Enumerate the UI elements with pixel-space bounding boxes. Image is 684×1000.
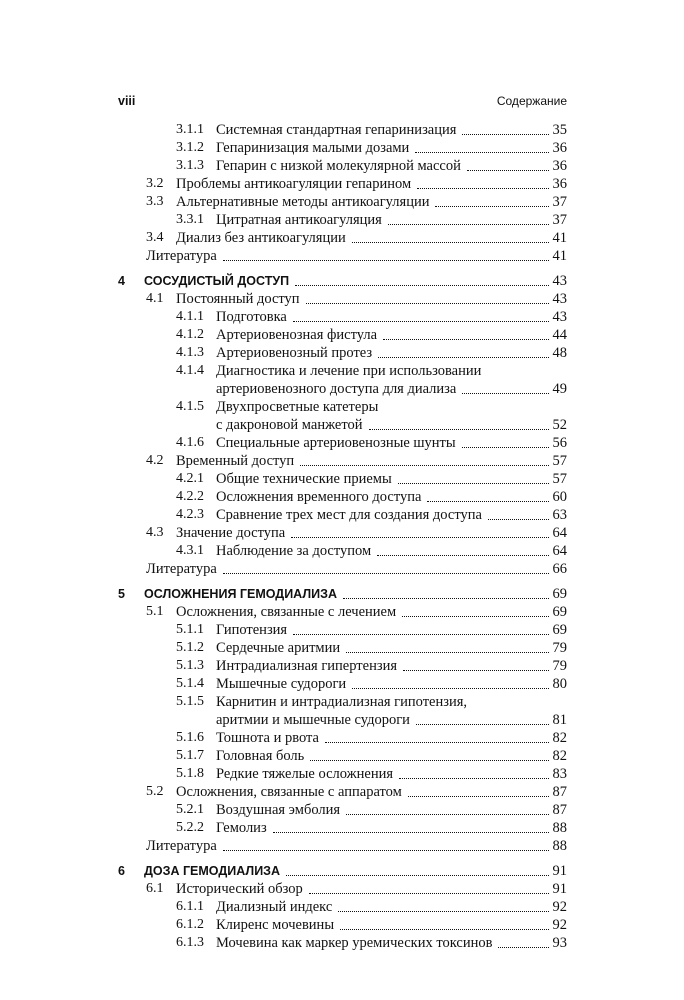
toc-page-number: 43 xyxy=(552,291,567,307)
toc-entry-number: 4.2 xyxy=(146,453,164,468)
table-of-contents xyxy=(118,121,567,952)
toc-entry-number: 5.1.5 xyxy=(176,694,204,709)
dot-leader xyxy=(462,393,548,394)
dot-leader xyxy=(306,303,549,304)
toc-page-number: 82 xyxy=(552,730,567,746)
toc-entry xyxy=(118,657,567,675)
toc-entry-title-continued: аритмии и мышечные судороги xyxy=(216,712,410,728)
toc-entry xyxy=(118,452,567,470)
toc-page-number: 81 xyxy=(552,712,567,728)
dot-leader xyxy=(383,339,548,340)
dot-leader xyxy=(416,724,549,725)
toc-entry xyxy=(118,398,567,416)
page-folio: viii xyxy=(118,94,136,108)
toc-entry xyxy=(118,542,567,560)
toc-entry-number: 6 xyxy=(118,864,125,878)
dot-leader xyxy=(286,875,548,876)
toc-entry-number: 3.3 xyxy=(146,194,164,209)
toc-entry-number: 5.1.1 xyxy=(176,622,204,637)
dot-leader xyxy=(498,947,548,948)
toc-entry xyxy=(118,157,567,175)
dot-leader xyxy=(398,483,549,484)
toc-page-number: 88 xyxy=(552,820,567,836)
toc-entry-title: Двухпросветные катетеры xyxy=(216,399,379,415)
toc-entry-number: 4 xyxy=(118,274,125,288)
toc-page-number: 52 xyxy=(552,417,567,433)
toc-page-number: 82 xyxy=(552,748,567,764)
toc-entry-number: 3.1.2 xyxy=(176,140,204,155)
toc-page-number: 79 xyxy=(552,640,567,656)
toc-page-number: 63 xyxy=(552,507,567,523)
toc-entry xyxy=(118,916,567,934)
dot-leader xyxy=(309,893,549,894)
toc-page-number: 87 xyxy=(552,802,567,818)
toc-entry xyxy=(118,837,567,855)
toc-page-number: 48 xyxy=(552,345,567,361)
toc-page-number: 66 xyxy=(552,561,567,577)
toc-entry-title: Цитратная антикоагуляция xyxy=(216,212,382,228)
toc-entry-title-continued: артериовенозного доступа для диализа xyxy=(216,381,457,397)
toc-entry-title-continued: с дакроновой манжетой xyxy=(216,417,363,433)
toc-entry-title: Специальные артериовенозные шунты xyxy=(216,435,456,451)
dot-leader xyxy=(343,598,549,599)
toc-entry-number: 3.4 xyxy=(146,230,164,245)
toc-entry-title: Осложнения временного доступа xyxy=(216,489,422,505)
toc-entry xyxy=(118,290,567,308)
toc-entry-title: Диализный индекс xyxy=(216,899,333,915)
toc-page-number: 87 xyxy=(552,784,567,800)
toc-entry-title: Проблемы антикоагуляции гепарином xyxy=(176,176,412,192)
dot-leader xyxy=(223,573,549,574)
toc-entry-number: 5.1.4 xyxy=(176,676,204,691)
toc-entry-number: 4.1.2 xyxy=(176,327,204,342)
toc-entry-number: 6.1 xyxy=(146,881,164,896)
toc-entry xyxy=(118,524,567,542)
toc-entry xyxy=(118,229,567,247)
toc-entry-title: Редкие тяжелые осложнения xyxy=(216,766,394,782)
dot-leader xyxy=(435,206,548,207)
toc-entry xyxy=(118,506,567,524)
toc-entry-number: 5.1.3 xyxy=(176,658,204,673)
toc-entry xyxy=(118,308,567,326)
toc-entry-number: 5.1.6 xyxy=(176,730,204,745)
toc-entry-number: 5 xyxy=(118,587,125,601)
dot-leader xyxy=(415,152,548,153)
dot-leader xyxy=(291,537,548,538)
toc-entry-title: Гепарин с низкой молекулярной массой xyxy=(216,158,461,174)
toc-entry-title: Общие технические приемы xyxy=(216,471,392,487)
toc-entry xyxy=(118,344,567,362)
dot-leader xyxy=(223,850,549,851)
toc-page-number: 35 xyxy=(552,122,567,138)
toc-entry-title: Системная стандартная гепаринизация xyxy=(216,122,457,138)
toc-chapter-entry xyxy=(118,862,567,880)
toc-entry-title: Воздушная эмболия xyxy=(216,802,341,818)
toc-entry xyxy=(118,470,567,488)
toc-entry xyxy=(118,121,567,139)
toc-entry-number: 5.1 xyxy=(146,604,164,619)
toc-page-number: 92 xyxy=(552,917,567,933)
dot-leader xyxy=(462,134,548,135)
toc-entry-title: Карнитин и интрадиализная гипотензия, xyxy=(216,694,468,710)
toc-entry xyxy=(118,488,567,506)
page-header xyxy=(118,94,567,110)
dot-leader xyxy=(300,465,548,466)
dot-leader xyxy=(293,634,548,635)
toc-entry xyxy=(118,898,567,916)
dot-leader xyxy=(378,357,548,358)
dot-leader xyxy=(403,670,549,671)
dot-leader xyxy=(310,760,548,761)
dot-leader xyxy=(273,832,549,833)
toc-entry-title: Диагностика и лечение при использовании xyxy=(216,363,482,379)
dot-leader xyxy=(402,616,548,617)
toc-page-number: 36 xyxy=(552,176,567,192)
toc-page-number: 64 xyxy=(552,525,567,541)
dot-leader xyxy=(346,814,548,815)
toc-entry-title: Значение доступа xyxy=(176,525,286,541)
toc-entry-number: 4.3 xyxy=(146,525,164,540)
toc-entry-title: Мочевина как маркер уремических токсинов xyxy=(216,935,493,951)
toc-entry-number: 4.3.1 xyxy=(176,543,204,558)
toc-entry-number: 6.1.2 xyxy=(176,917,204,932)
dot-leader xyxy=(352,688,548,689)
running-title: Содержание xyxy=(496,94,567,108)
toc-entry-title: Клиренс мочевины xyxy=(216,917,335,933)
toc-entry-title: Гемолиз xyxy=(216,820,267,836)
toc-page-number: 56 xyxy=(552,435,567,451)
toc-entry-continuation xyxy=(118,416,567,434)
toc-entry-title: Осложнения, связанные с лечением xyxy=(176,604,397,620)
toc-entry xyxy=(118,434,567,452)
toc-entry xyxy=(118,880,567,898)
toc-entry xyxy=(118,326,567,344)
toc-page-number: 69 xyxy=(552,604,567,620)
toc-page-number: 69 xyxy=(552,586,567,602)
dot-leader xyxy=(340,929,548,930)
toc-entry xyxy=(118,693,567,711)
toc-entry-title: Сердечные аритмии xyxy=(216,640,341,656)
toc-entry-number: 4.2.1 xyxy=(176,471,204,486)
toc-entry-title: Временный доступ xyxy=(176,453,295,469)
dot-leader xyxy=(427,501,548,502)
toc-entry xyxy=(118,175,567,193)
dot-leader xyxy=(488,519,549,520)
toc-entry-title: Головная боль xyxy=(216,748,305,764)
toc-entry-number: 4.1.5 xyxy=(176,399,204,414)
dot-leader xyxy=(338,911,548,912)
toc-page-number: 37 xyxy=(552,194,567,210)
toc-entry-number: 3.2 xyxy=(146,176,164,191)
dot-leader xyxy=(346,652,548,653)
dot-leader xyxy=(399,778,548,779)
toc-entry-number: 5.2.1 xyxy=(176,802,204,817)
toc-entry xyxy=(118,193,567,211)
toc-entry-title: Сравнение трех мест для создания доступа xyxy=(216,507,482,523)
toc-entry-number: 4.1.4 xyxy=(176,363,204,378)
toc-page-number: 41 xyxy=(552,248,567,264)
toc-page-number: 49 xyxy=(552,381,567,397)
toc-chapter-entry xyxy=(118,585,567,603)
toc-page-number: 91 xyxy=(552,863,567,879)
toc-page-number: 79 xyxy=(552,658,567,674)
toc-page-number: 36 xyxy=(552,158,567,174)
toc-entry-title: ДОЗА ГЕМОДИАЛИЗА xyxy=(144,864,281,878)
toc-entry-number: 6.1.3 xyxy=(176,935,204,950)
toc-entry-number: 4.1.3 xyxy=(176,345,204,360)
toc-entry-title: Осложнения, связанные с аппаратом xyxy=(176,784,402,800)
toc-entry-number: 4.1.1 xyxy=(176,309,204,324)
toc-entry-number: 4.2.2 xyxy=(176,489,204,504)
toc-entry xyxy=(118,819,567,837)
toc-page-number: 83 xyxy=(552,766,567,782)
toc-entry-title: Постоянный доступ xyxy=(176,291,300,307)
toc-entry xyxy=(118,801,567,819)
toc-entry xyxy=(118,783,567,801)
toc-entry xyxy=(118,362,567,380)
dot-leader xyxy=(369,429,549,430)
toc-entry-number: 6.1.1 xyxy=(176,899,204,914)
toc-entry xyxy=(118,675,567,693)
toc-page-number: 37 xyxy=(552,212,567,228)
toc-page-number: 41 xyxy=(552,230,567,246)
toc-entry-number: 3.1.1 xyxy=(176,122,204,137)
toc-entry-title: Наблюдение за доступом xyxy=(216,543,372,559)
toc-entry xyxy=(118,211,567,229)
toc-entry xyxy=(118,934,567,952)
toc-entry-title: Литература xyxy=(146,838,217,854)
toc-entry-continuation xyxy=(118,380,567,398)
toc-entry-number: 4.1 xyxy=(146,291,164,306)
toc-entry-number: 5.1.7 xyxy=(176,748,204,763)
toc-entry-title: СОСУДИСТЫЙ ДОСТУП xyxy=(144,274,290,288)
toc-entry-number: 4.1.6 xyxy=(176,435,204,450)
toc-page-number: 64 xyxy=(552,543,567,559)
toc-entry-continuation xyxy=(118,711,567,729)
toc-page-number: 57 xyxy=(552,453,567,469)
toc-entry-title: Мышечные судороги xyxy=(216,676,347,692)
toc-entry xyxy=(118,639,567,657)
toc-page-number: 91 xyxy=(552,881,567,897)
toc-entry-title: Артериовенозный протез xyxy=(216,345,373,361)
toc-entry-number: 3.3.1 xyxy=(176,212,204,227)
toc-page-number: 88 xyxy=(552,838,567,854)
dot-leader xyxy=(325,742,549,743)
toc-entry-title: Интрадиализная гипертензия xyxy=(216,658,397,674)
dot-leader xyxy=(388,224,549,225)
toc-entry-number: 4.2.3 xyxy=(176,507,204,522)
toc-entry-title: Литература xyxy=(146,561,217,577)
toc-entry xyxy=(118,765,567,783)
toc-entry xyxy=(118,247,567,265)
toc-entry xyxy=(118,747,567,765)
toc-entry-number: 5.1.2 xyxy=(176,640,204,655)
toc-entry-title: Тошнота и рвота xyxy=(216,730,319,746)
toc-entry-title: Литература xyxy=(146,248,217,264)
toc-entry xyxy=(118,139,567,157)
toc-entry-title: ОСЛОЖНЕНИЯ ГЕМОДИАЛИЗА xyxy=(144,587,337,601)
toc-entry-title: Диализ без антикоагуляции xyxy=(176,230,346,246)
toc-entry-number: 5.2 xyxy=(146,784,164,799)
toc-entry xyxy=(118,729,567,747)
dot-leader xyxy=(377,555,548,556)
toc-page-number: 93 xyxy=(552,935,567,951)
dot-leader xyxy=(408,796,549,797)
toc-entry-number: 3.1.3 xyxy=(176,158,204,173)
toc-page-number: 57 xyxy=(552,471,567,487)
dot-leader xyxy=(293,321,549,322)
toc-entry xyxy=(118,560,567,578)
toc-entry-title: Исторический обзор xyxy=(176,881,303,897)
dot-leader xyxy=(352,242,549,243)
toc-page-number: 69 xyxy=(552,622,567,638)
toc-page-number: 43 xyxy=(552,273,567,289)
toc-entry xyxy=(118,603,567,621)
toc-entry xyxy=(118,621,567,639)
toc-page-number: 36 xyxy=(552,140,567,156)
dot-leader xyxy=(467,170,549,171)
dot-leader xyxy=(417,188,548,189)
toc-entry-number: 5.1.8 xyxy=(176,766,204,781)
dot-leader xyxy=(295,285,548,286)
toc-entry-title: Гепаринизация малыми дозами xyxy=(216,140,410,156)
toc-page-number: 92 xyxy=(552,899,567,915)
toc-entry-number: 5.2.2 xyxy=(176,820,204,835)
dot-leader xyxy=(462,447,549,448)
toc-page-number: 43 xyxy=(552,309,567,325)
toc-entry-title: Альтернативные методы антикоагуляции xyxy=(176,194,430,210)
toc-entry-title: Подготовка xyxy=(216,309,287,325)
toc-page-number: 60 xyxy=(552,489,567,505)
toc-page-number: 44 xyxy=(552,327,567,343)
toc-entry-title: Артериовенозная фистула xyxy=(216,327,378,343)
toc-chapter-entry xyxy=(118,272,567,290)
toc-page-number: 80 xyxy=(552,676,567,692)
toc-entry-title: Гипотензия xyxy=(216,622,288,638)
dot-leader xyxy=(223,260,549,261)
